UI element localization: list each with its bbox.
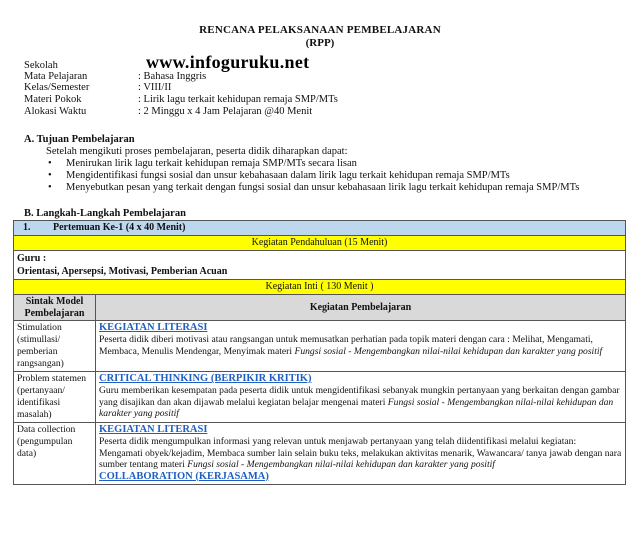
- info-label-kelas: Kelas/Semester: [24, 82, 90, 93]
- info-label-materi: Materi Pokok: [24, 94, 82, 105]
- objective-item: • Menirukan lirik lagu terkait kehidupan remaja SMP/MTs secara lisan: [48, 158, 357, 169]
- info-label-alokasi: Alokasi Waktu: [24, 106, 87, 117]
- pendahuluan-header: Kegiatan Pendahuluan (15 Menit): [14, 236, 626, 251]
- guru-row: [14, 251, 626, 280]
- step-name: Data collection (pengumpulan data): [14, 423, 96, 485]
- objective-item: • Mengidentifikasi fungsi sosial dan unsur kebahasaan dalam lirik lagu terkait kehidupan remaja SMP/MTs: [48, 170, 510, 181]
- section-a-intro: Setelah mengikuti proses pembelajaran, peserta didik diharapkan dapat:: [46, 146, 348, 157]
- inti-header: Kegiatan Inti ( 130 Menit ): [14, 280, 626, 295]
- info-value-kelas: : VIII/II: [138, 82, 172, 93]
- activity-heading-link[interactable]: COLLABORATION (KERJASAMA): [99, 470, 269, 482]
- info-label-sekolah: Sekolah: [24, 60, 58, 71]
- column-header-sintak: Sintak Model Pembelajaran: [14, 295, 96, 321]
- meeting-row: [14, 221, 626, 236]
- learning-steps-table: [13, 220, 626, 485]
- column-header-row: [14, 295, 626, 321]
- objective-item: • Menyebutkan pesan yang terkait dengan fungsi sosial dan unsur kebahasaan lirik lagu terkait kehidupan remaja SMP/MTs: [48, 182, 580, 193]
- activity-heading-link[interactable]: KEGIATAN LITERASI: [99, 322, 208, 333]
- meeting-label: Pertemuan Ke-1 (4 x 40 Menit): [53, 222, 186, 233]
- info-value-materi: : Lirik lagu terkait kehidupan remaja SMP/MTs: [138, 94, 338, 105]
- table-row: [14, 321, 626, 372]
- document-title: RENCANA PELAKSANAAN PEMBELAJARAN: [199, 24, 441, 36]
- section-a-title: A. Tujuan Pembelajaran: [24, 134, 135, 145]
- info-value-alokasi: : 2 Minggu x 4 Jam Pelajaran @40 Menit: [138, 106, 313, 117]
- activity-description: Peserta didik mengumpulkan informasi yang relevan untuk menjawab pertanyaan yang telah diidentifikasi melalui kegiatan: Mengamati obyek/kejadim, Membaca sumber lain selain buku teks, melakukan aktivitas menarik, Wawancara/ tanya jawab dengan nara sumber tentang materi Fungsi sosial - Mengembangkan nilai-nilai kehidupan dan karakter yang positif: [99, 436, 622, 470]
- meeting-number: 1.: [23, 222, 31, 233]
- activity-heading-link[interactable]: CRITICAL THINKING (BERPIKIR KRITIK): [99, 373, 312, 384]
- column-header-kegiatan: Kegiatan Pembelajaran: [96, 295, 626, 321]
- orientasi-label: Orientasi, Apersepsi, Motivasi, Pemberian Acuan: [17, 266, 228, 277]
- document-subtitle: (RPP): [305, 37, 335, 49]
- info-label-mapel: Mata Pelajaran: [24, 71, 88, 82]
- info-value-mapel: : Bahasa Inggris: [138, 71, 207, 82]
- pendahuluan-row: [14, 236, 626, 251]
- watermark-url: www.infoguruku.net: [146, 52, 310, 72]
- step-name: Stimulation (stimullasi/ pemberian rangsangan): [14, 321, 96, 372]
- activity-description: Peserta didik diberi motivasi atau rangsangan untuk memusatkan perhatian pada topik materi dengan cara : Melihat, Mengamati, Membaca, Menulis Mendengar, Menyimak materi Fungsi sosial - Mengembangkan nilai-nilai kehidupan dan karakter yang positif: [99, 334, 603, 357]
- step-name: Problem statemen (pertanyaan/ identifikasi masalah): [14, 372, 96, 423]
- inti-row: [14, 280, 626, 295]
- activity-heading-link[interactable]: KEGIATAN LITERASI: [99, 424, 208, 435]
- section-b-title: B. Langkah-Langkah Pembelajaran: [24, 208, 186, 219]
- table-row: [14, 372, 626, 423]
- table-row: [14, 423, 626, 485]
- guru-label: Guru :: [17, 253, 47, 264]
- activity-description: Guru memberikan kesempatan pada peserta didik untuk mengidentifikasi sebanyak mungkin pertanyaan yang berkaitan dengan gambar yang disajikan dan akan dijawab melalui kegiatan belajar mengenai materi Fungsi sosial - Mengembangkan nilai-nilai kehidupan dan karakter yang positif: [99, 385, 620, 419]
